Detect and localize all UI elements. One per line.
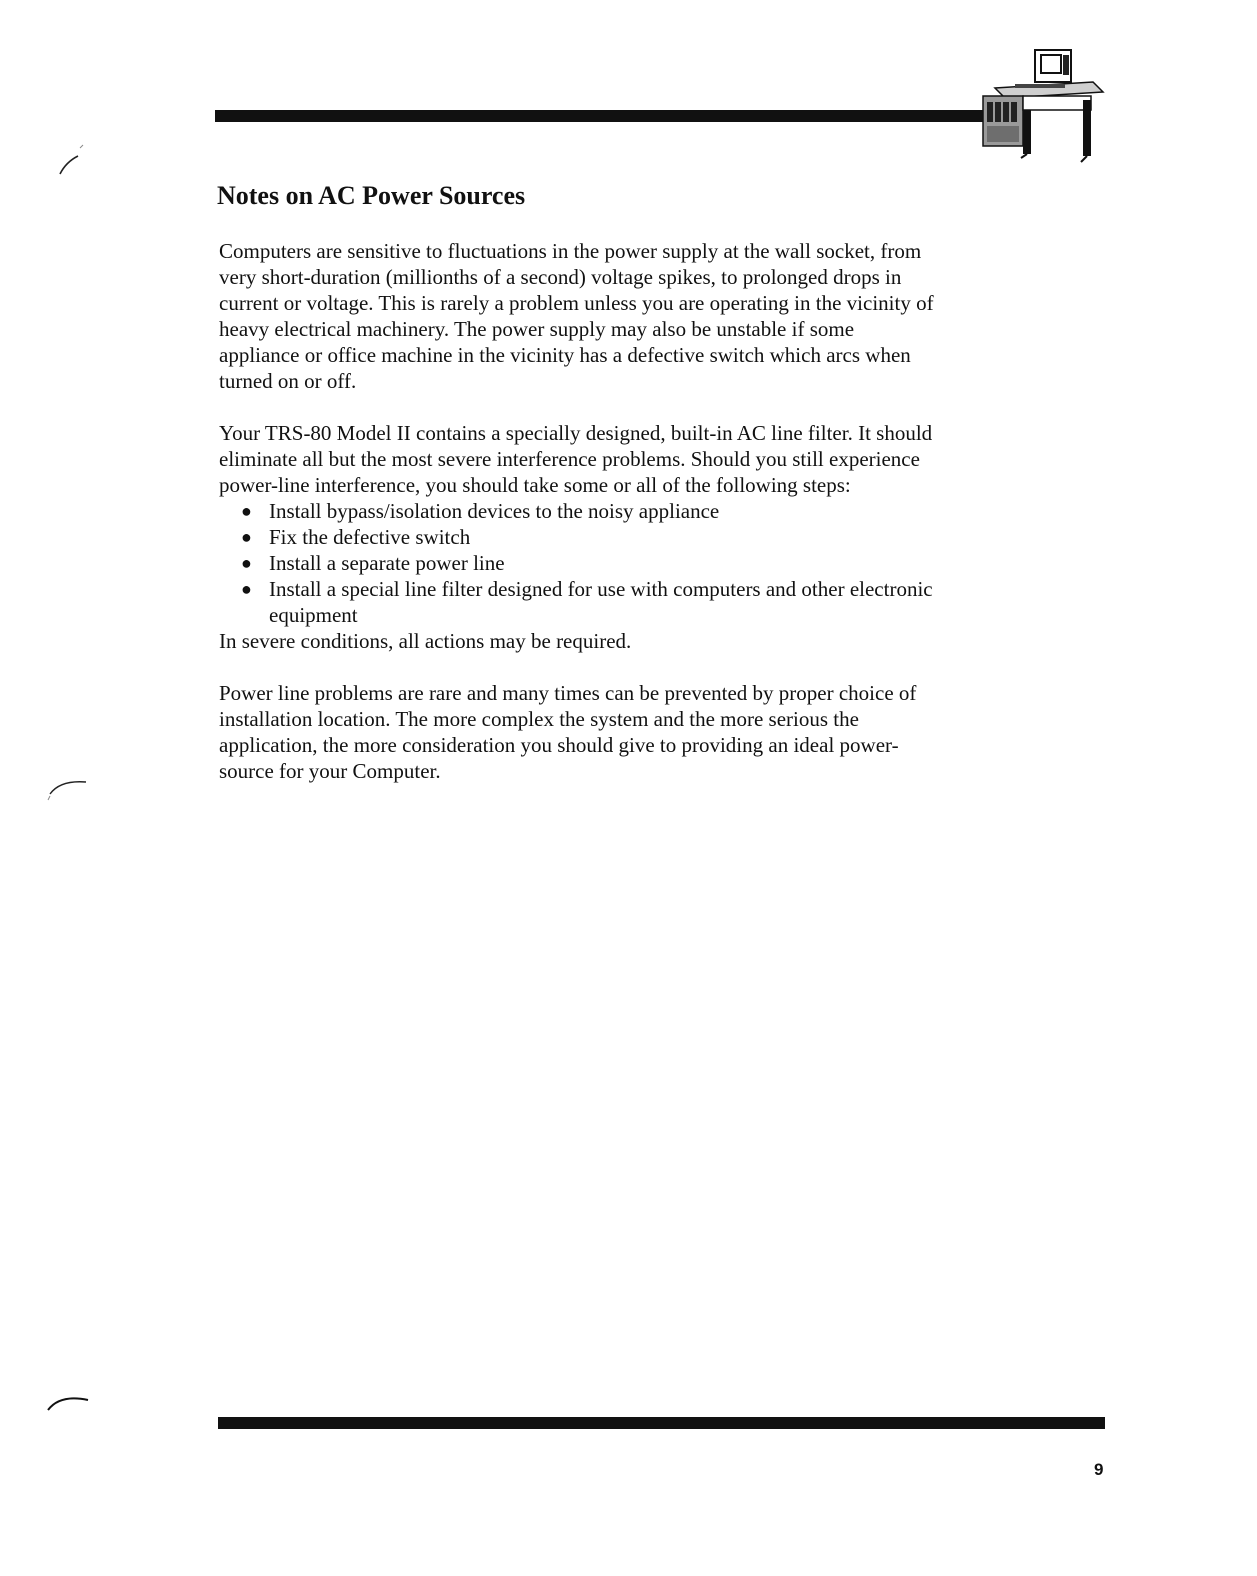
bullet-icon: ● — [241, 527, 252, 547]
list-item: ● Install bypass/isolation devices to the noisy appliance — [241, 499, 720, 523]
list-item: ● Fix the defective switch — [241, 525, 471, 549]
binder-mark-middle — [46, 772, 96, 822]
bullet-icon: ● — [241, 553, 252, 573]
list-item: ● Install a special line filter designed for use with computers and other electronic equipment — [241, 577, 933, 627]
top-rule — [215, 110, 985, 122]
binder-mark-top — [56, 140, 96, 180]
bottom-rule — [218, 1417, 1105, 1429]
body-text — [219, 238, 934, 810]
steps-list — [219, 498, 934, 628]
paragraph-line-filter: Your TRS-80 Model II contains a specially designed, built-in AC line filter. It should eliminate all but the most severe interference problems. Should you still experience power-line interference, you should take some or all of the following steps: — [219, 421, 933, 497]
paragraph-severe-conditions: In severe conditions, all actions may be required. — [219, 629, 632, 653]
bullet-icon: ● — [241, 501, 252, 521]
paragraph-prevention: Power line problems are rare and many times can be prevented by proper choice of installation location. The more complex the system and the more serious the application, the more consideration you should give to providing an ideal power-source for your Computer. — [219, 681, 917, 783]
bullet-icon: ● — [241, 579, 252, 599]
computer-desk-icon — [975, 46, 1105, 164]
page-number: 9 — [1094, 1460, 1104, 1479]
list-item: ● Install a separate power line — [241, 551, 505, 575]
binder-mark-bottom — [44, 1392, 94, 1422]
page-title: Notes on AC Power Sources — [217, 181, 526, 210]
paragraph-sensitivity: Computers are sensitive to fluctuations in the power supply at the wall socket, from very short-duration (millionths of a second) voltage spikes, to prolonged drops in current or voltage. This is rarely a problem unless you are operating in the vicinity of heavy electrical machinery. The power supply may also be unstable if some appliance or office machine in the vicinity has a defective switch which arcs when turned on or off. — [219, 239, 934, 393]
